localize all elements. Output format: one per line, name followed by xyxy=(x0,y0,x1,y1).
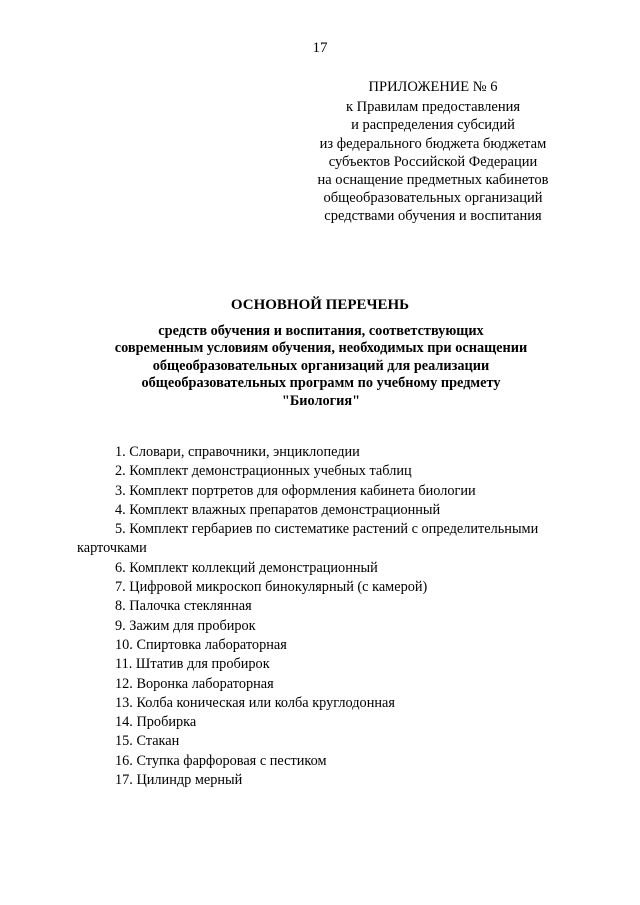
equipment-list xyxy=(77,443,572,790)
list-item: 8. Палочка стеклянная xyxy=(115,598,252,615)
list-item: 16. Ступка фарфоровая с пестиком xyxy=(115,752,327,769)
list-item: 5. Комплект гербариев по систематике растений с определительными карточками xyxy=(77,521,539,557)
list-item: 7. Цифровой микроскоп бинокулярный (с камерой) xyxy=(115,579,428,596)
list-item: 10. Спиртовка лабораторная xyxy=(115,636,287,653)
appendix-line: на оснащение предметных кабинетов xyxy=(317,172,549,189)
subtitle-line: средств обучения и воспитания, соответствующих xyxy=(158,323,484,339)
list-item: 12. Воронка лабораторная xyxy=(115,675,274,692)
subtitle-line: "Биология" xyxy=(281,392,361,409)
appendix-line: общеобразовательных организаций xyxy=(323,190,543,207)
list-item: 1. Словари, справочники, энциклопедии xyxy=(115,444,360,460)
appendix-line: к Правилам предоставления xyxy=(345,99,521,116)
list-item: 13. Колба коническая или колба круглодонная xyxy=(115,694,395,711)
list-item: 17. Цилиндр мерный xyxy=(115,772,243,789)
list-item: 3. Комплект портретов для оформления кабинета биологии xyxy=(115,482,476,499)
list-item: 6. Комплект коллекций демонстрационный xyxy=(115,559,378,576)
list-item: 2. Комплект демонстрационных учебных таблиц xyxy=(115,463,412,480)
page-number: 17 xyxy=(312,40,328,56)
appendix-line: средствами обучения и воспитания xyxy=(324,208,542,225)
appendix-line: из федерального бюджета бюджетам xyxy=(319,135,547,152)
subtitle-line: современным условиям обучения, необходимых при оснащении xyxy=(114,340,528,357)
list-item: 9. Зажим для пробирок xyxy=(115,617,256,634)
list-item: 4. Комплект влажных препаратов демонстрационный xyxy=(115,501,441,518)
subtitle-line: общеобразовательных организаций для реализации xyxy=(152,357,490,374)
appendix-title: ПРИЛОЖЕНИЕ № 6 xyxy=(368,79,498,95)
appendix-line: и распределения субсидий xyxy=(351,117,515,134)
appendix-line: субъектов Российской Федерации xyxy=(328,153,538,170)
document-title: ОСНОВНОЙ ПЕРЕЧЕНЬ xyxy=(230,297,410,313)
appendix-header xyxy=(300,78,566,226)
list-item: 14. Пробирка xyxy=(115,714,197,731)
list-item: 11. Штатив для пробирок xyxy=(115,656,270,673)
document-subtitle xyxy=(80,323,562,410)
list-item: 15. Стакан xyxy=(115,733,180,750)
subtitle-line: общеобразовательных программ по учебному предмету xyxy=(141,375,501,392)
